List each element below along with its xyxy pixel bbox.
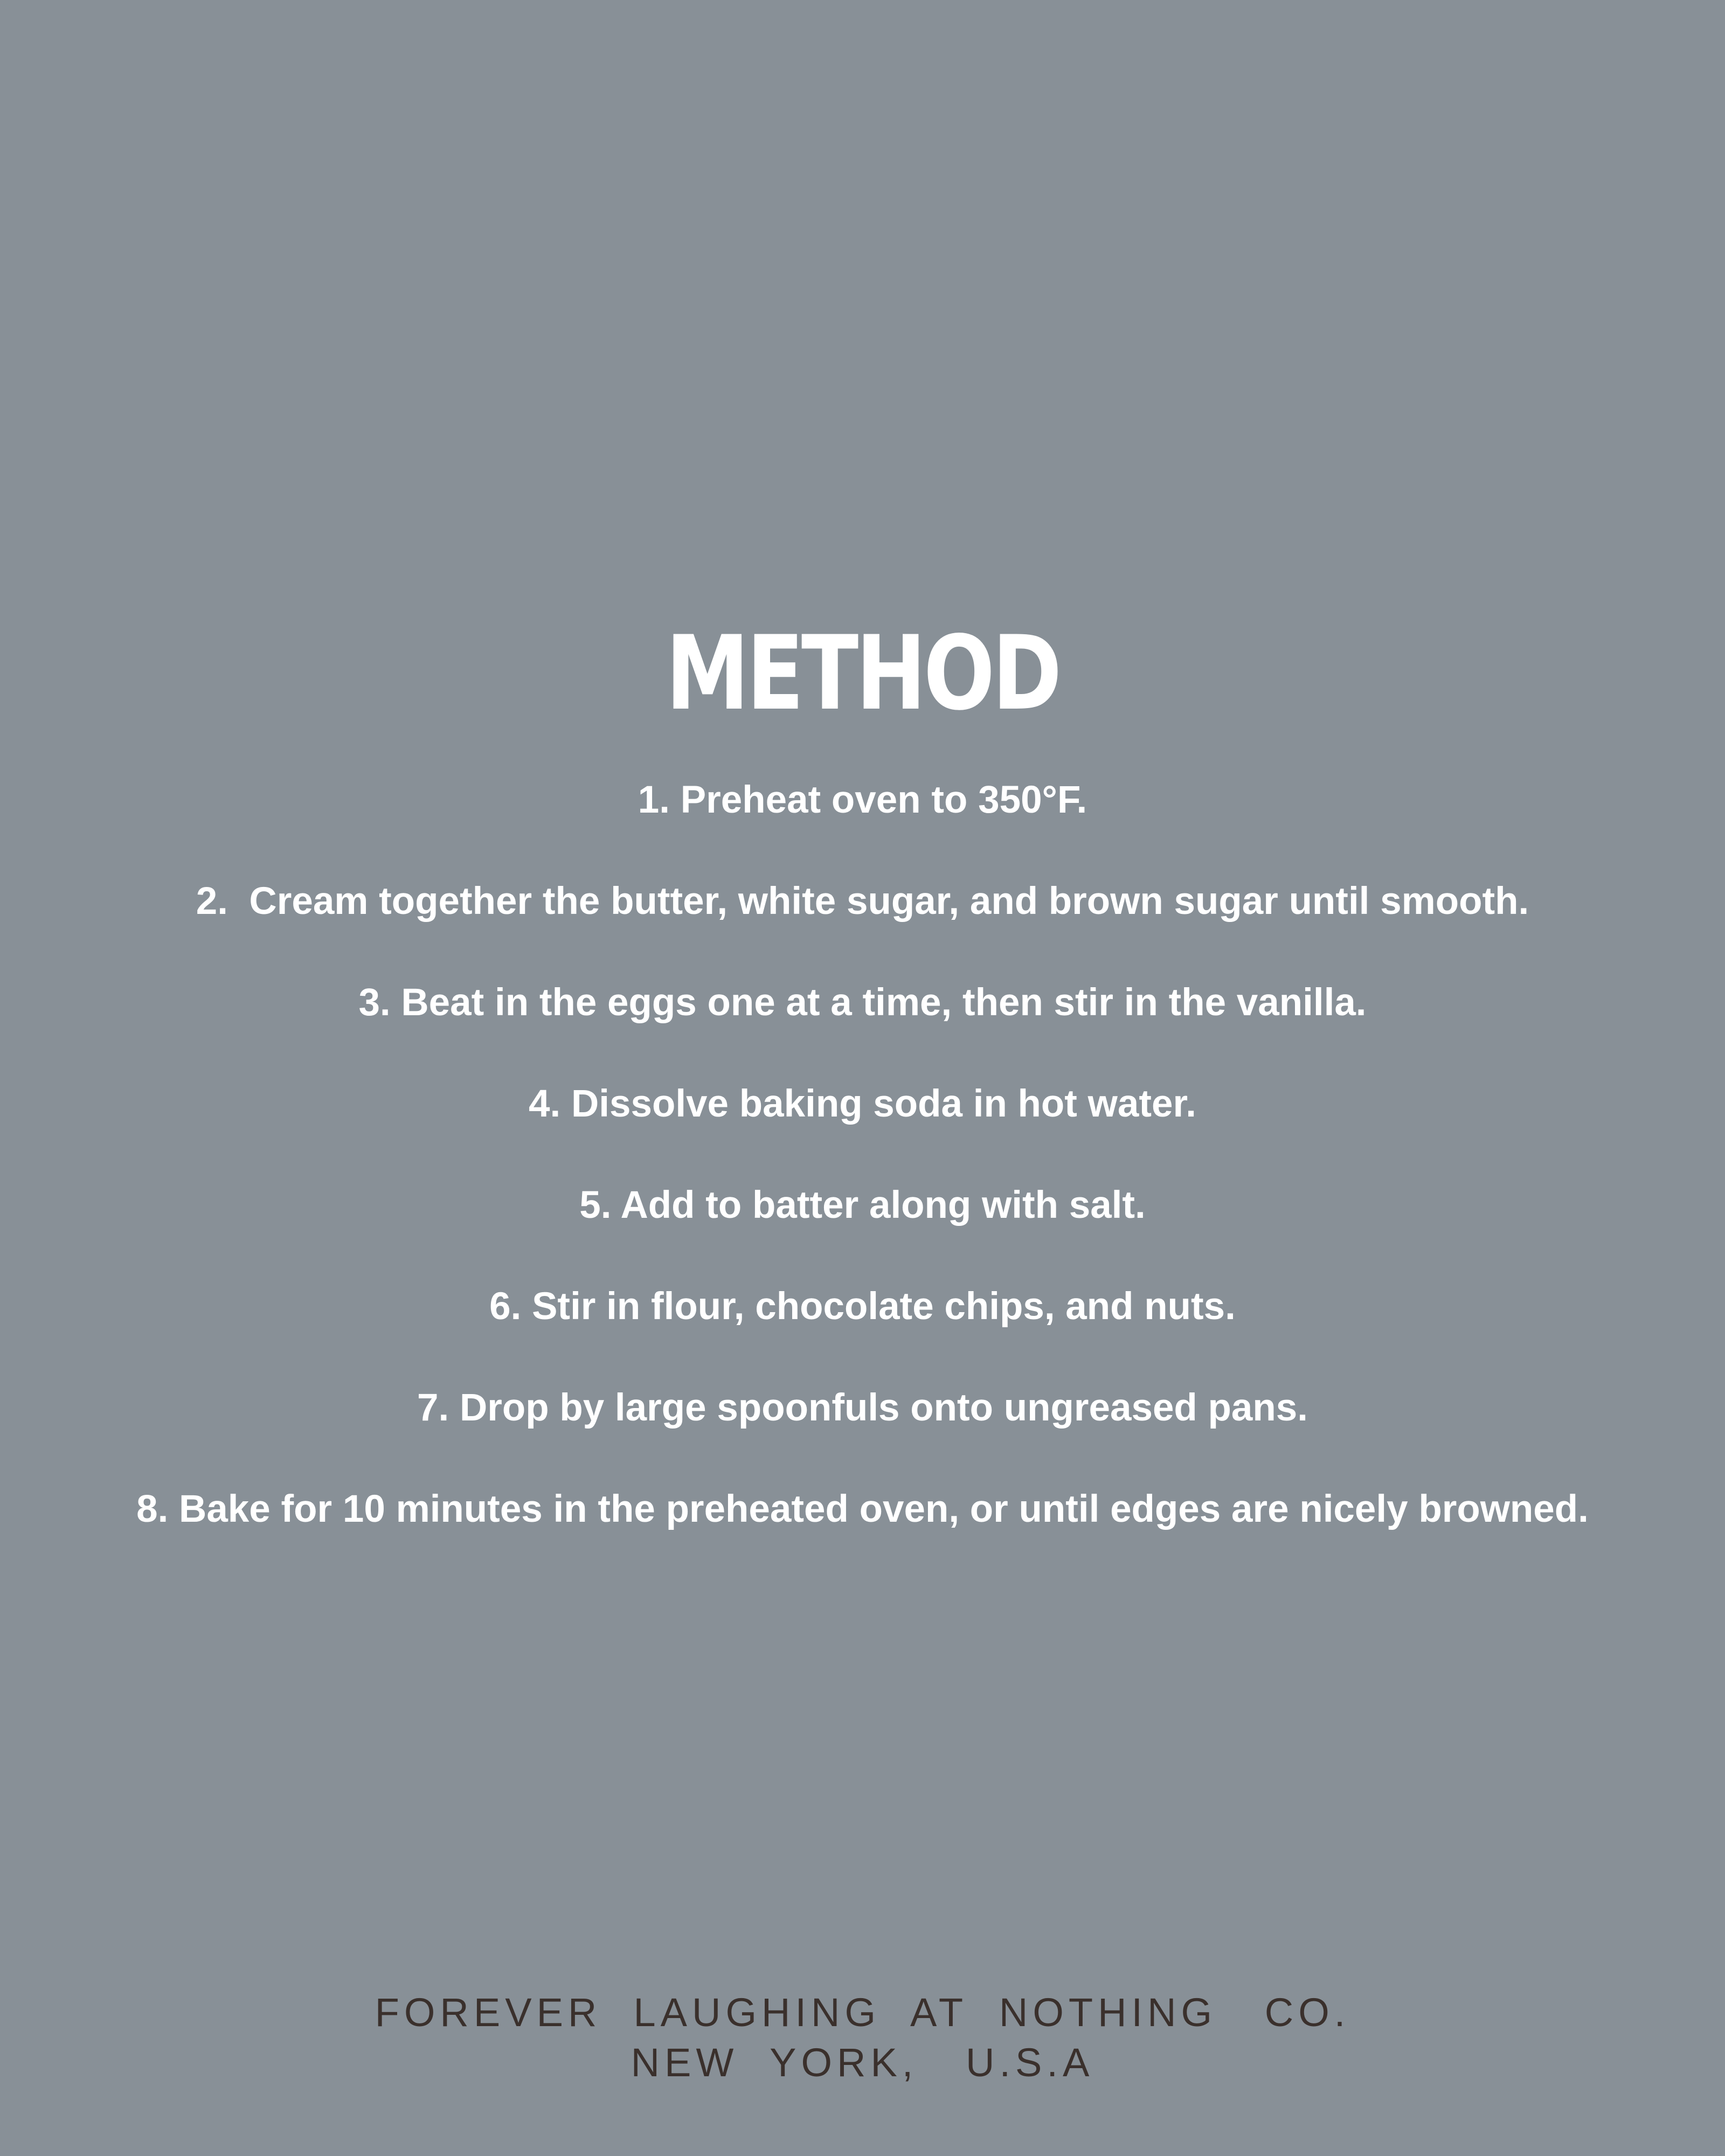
page-title: METHOD <box>666 614 1059 733</box>
method-step-8: 8. Bake for 10 minutes in the preheated oven, or until edges are nicely browned. <box>136 1488 1589 1530</box>
method-step-7: 7. Drop by large spoonfuls onto ungreased pans. <box>417 1387 1308 1429</box>
company-name: FOREVER LAUGHING AT NOTHING CO. <box>375 1990 1350 2035</box>
method-steps-list <box>0 771 1725 1581</box>
company-location: NEW YORK, U.S.A <box>631 2040 1094 2085</box>
method-step-6: 6. Stir in flour, chocolate chips, and nuts. <box>489 1285 1236 1328</box>
method-step-5: 5. Add to batter along with salt. <box>579 1184 1146 1226</box>
method-step-3: 3. Beat in the eggs one at a time, then stir in the vanilla. <box>358 981 1367 1024</box>
method-step-1: 1. Preheat oven to 350°F. <box>638 779 1087 821</box>
method-step-4: 4. Dissolve baking soda in hot water. <box>529 1083 1196 1125</box>
method-step-2: 2. Cream together the butter, white sugar, and brown sugar until smooth. <box>196 880 1529 923</box>
